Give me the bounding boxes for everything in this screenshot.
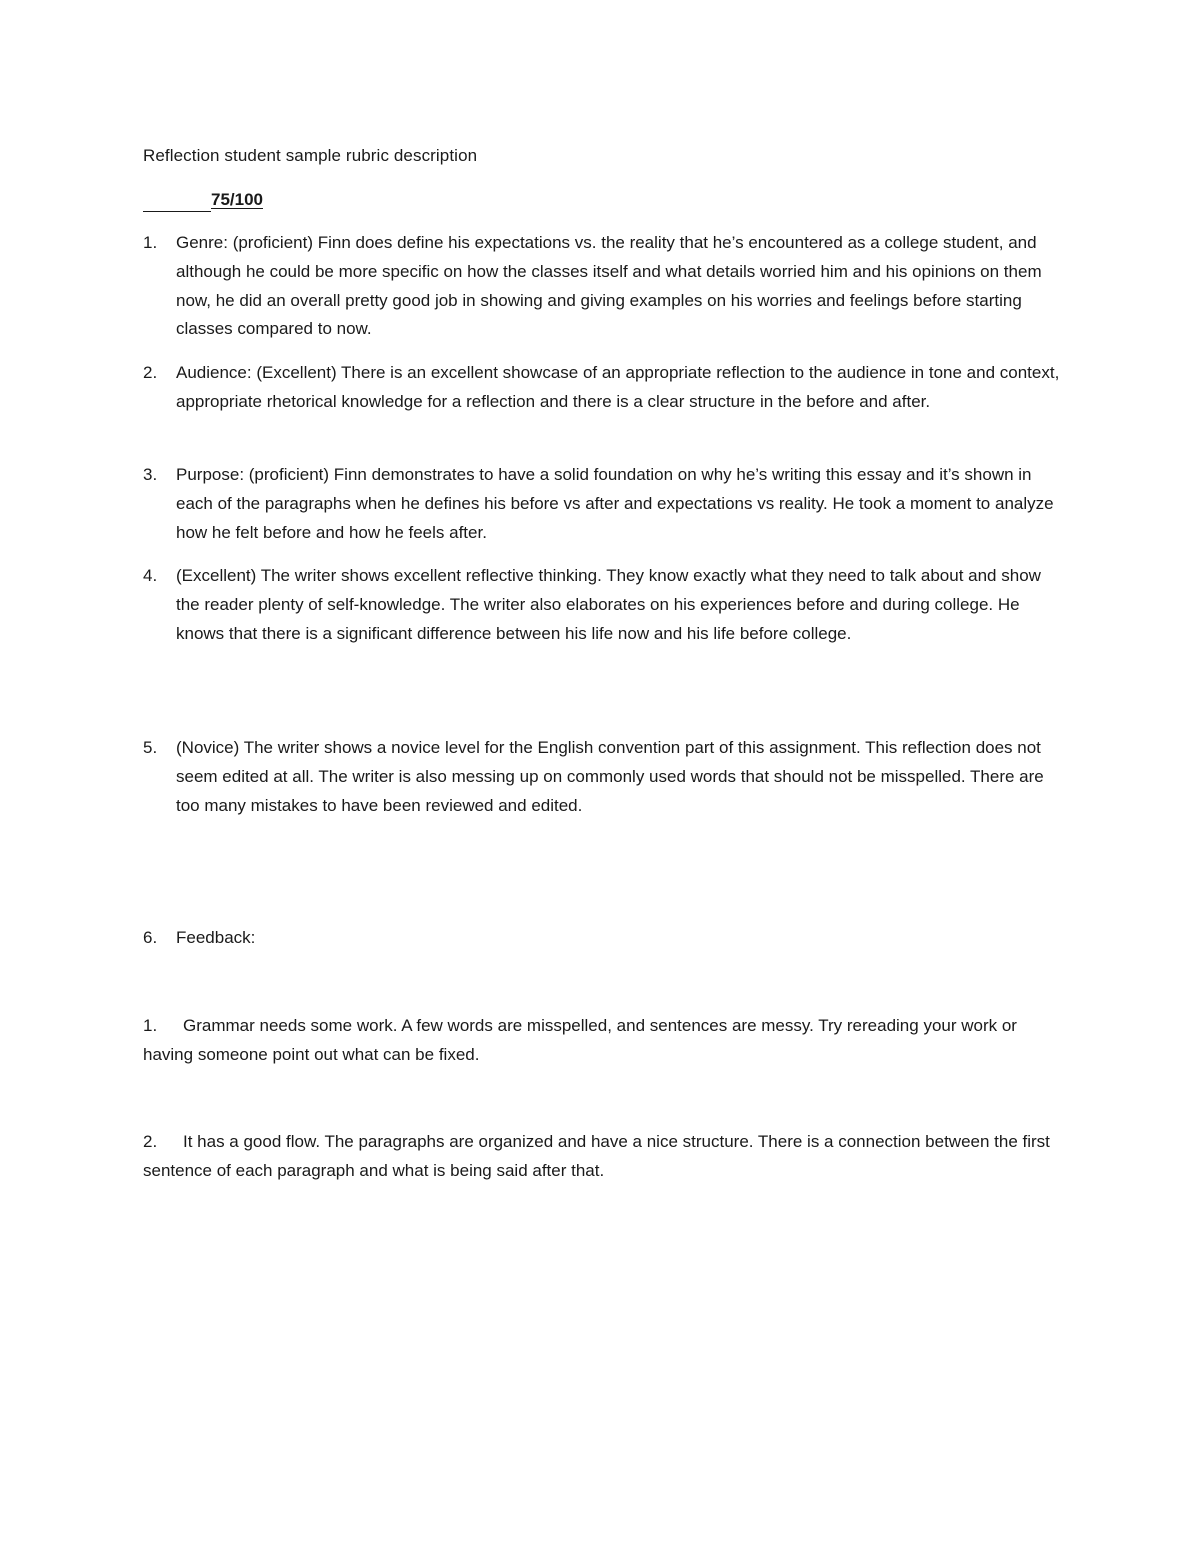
item-number: 2.	[143, 363, 158, 382]
item-number: 5.	[143, 738, 158, 757]
item-number: 3.	[143, 465, 158, 484]
rubric-item-genre	[143, 229, 1063, 344]
rubric-item-purpose	[143, 461, 1063, 547]
rubric-item-audience	[143, 359, 1063, 417]
item-text: Audience: (Excellent) There is an excellent showcase of an appropriate reflection to the audience in tone and context, appropriate rhetorical knowledge for a reflection and there is a clear structure in the before and after.	[176, 363, 1060, 411]
feedback-number: 1.	[143, 1016, 158, 1035]
item-text: Purpose: (proficient) Finn demonstrates to have a solid foundation on why he’s writing this essay and it’s shown in each of the paragraphs when he defines his before vs after and expectations vs reality. He took a moment to analyze how he felt before and how he feels after.	[176, 465, 1054, 542]
item-text: Feedback:	[176, 928, 256, 947]
item-number: 4.	[143, 566, 158, 585]
item-text: Genre: (proficient) Finn does define his expectations vs. the reality that he’s encountered as a college student, and although he could be more specific on how the classes itself and what details worried him and his opinions on them now, he did an overall pretty good job in showing and giving examples on his worries and feelings before starting classes compared to now.	[176, 233, 1042, 339]
document-title: Reflection student sample rubric description	[143, 146, 478, 165]
item-text: (Excellent) The writer shows excellent reflective thinking. They know exactly what they need to talk about and show the reader plenty of self-knowledge. The writer also elaborates on his experiences before and during college. He knows that there is a significant difference between his life now and his life before college.	[176, 566, 1041, 643]
item-number: 6.	[143, 928, 158, 947]
item-text: (Novice) The writer shows a novice level for the English convention part of this assignment. This reflection does not seem edited at all. The writer is also messing up on commonly used words that should not be misspelled. There are too many mistakes to have been reviewed and edited.	[176, 738, 1044, 815]
rubric-item-conventions	[143, 734, 1063, 820]
score-line	[143, 188, 263, 212]
feedback-number: 2.	[143, 1132, 158, 1151]
rubric-item-reflective-thinking	[143, 562, 1063, 648]
item-number: 1.	[143, 233, 158, 252]
feedback-text: Grammar needs some work. A few words are misspelled, and sentences are messy. Try rereading your work or having someone point out what can be fixed.	[143, 1016, 1017, 1064]
rubric-item-feedback-heading	[143, 924, 1063, 953]
feedback-item-flow	[143, 1128, 1063, 1186]
score-blank-underline	[143, 193, 211, 212]
feedback-text: It has a good flow. The paragraphs are organized and have a nice structure. There is a connection between the first sentence of each paragraph and what is being said after that.	[143, 1132, 1050, 1180]
feedback-item-grammar	[143, 1012, 1063, 1070]
score-value: 75/100	[211, 190, 263, 209]
